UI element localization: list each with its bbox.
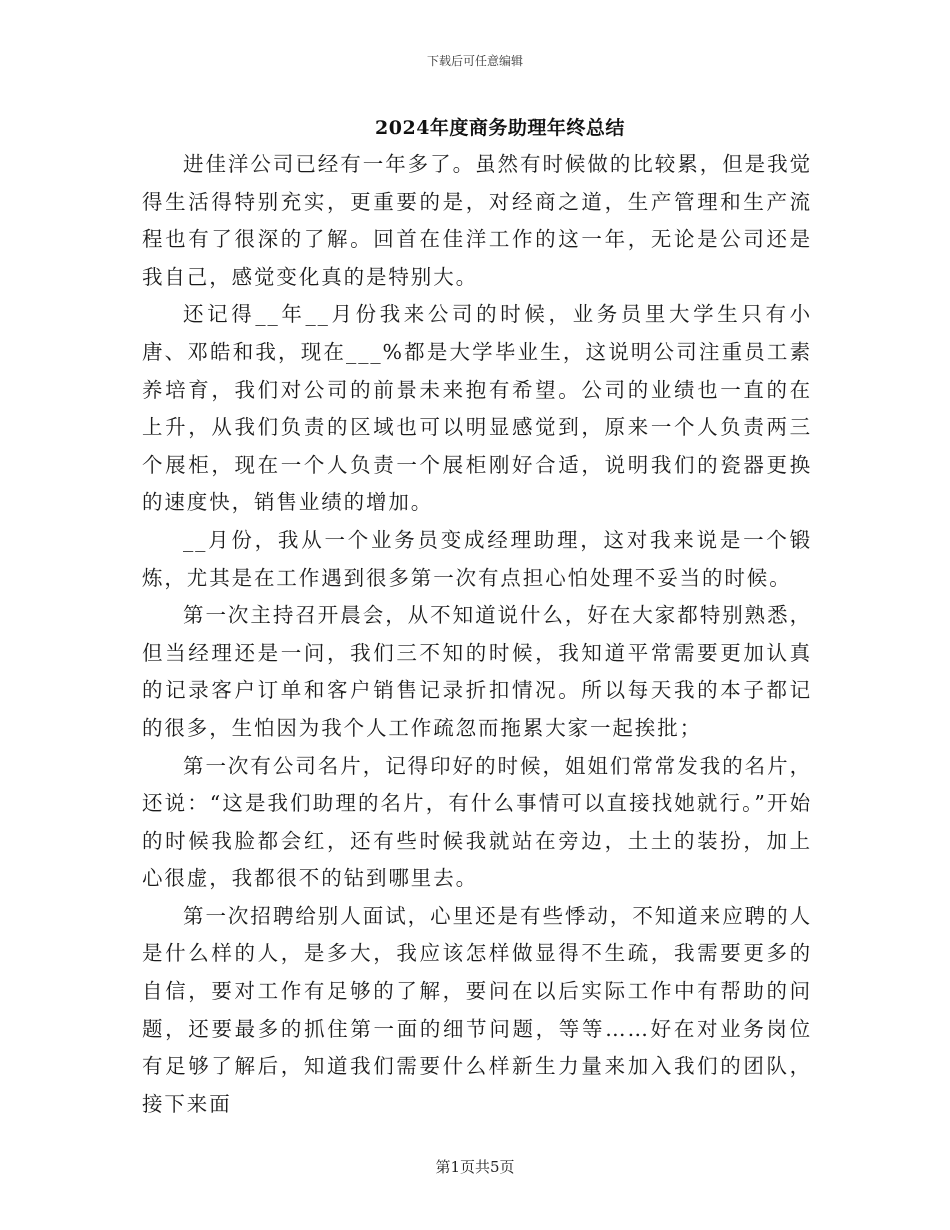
document-body (142, 146, 812, 1123)
paragraph: 第一次有公司名片，记得印好的时候，姐姐们常常发我的名片，还说：“这是我们助理的名片，有什么事情可以直接找她就行。”开始的时候我脸都会红，还有些时候我就站在旁边，土土的装扮，加上心很虚，我都很不的钻到哪里去。 (142, 753, 812, 891)
download-editable-note: 下载后可任意编辑 (426, 54, 523, 68)
paragraph: 还记得__年__月份我来公司的时候，业务员里大学生只有小唐、邓皓和我，现在___%都是大学毕业生，这说明公司注重员工素养培育，我们对公司的前景未来抱有希望。公司的业绩也一直的在上升，从我们负责的区域也可以明显感觉到，原来一个人负责两三个展柜，现在一个人负责一个展柜刚好合适，说明我们的瓷器更换的速度快，销售业绩的增加。 (142, 302, 812, 515)
page-number: 第1页共5页 (435, 1158, 515, 1176)
paragraph: 第一次招聘给别人面试，心里还是有些悸动，不知道来应聘的人是什么样的人，是多大，我应该怎样做显得不生疏，我需要更多的自信，要对工作有足够的了解，要问在以后实际工作中有帮助的问题，还要最多的抓住第一面的细节问题，等等……好在对业务岗位有足够了解后，知道我们需要什么样新生力量来加入我们的团队，接下来面 (142, 903, 812, 1116)
paragraph: 进佳洋公司已经有一年多了。虽然有时候做的比较累，但是我觉得生活得特别充实，更重要的是，对经商之道，生产管理和生产流程也有了很深的了解。回首在佳洋工作的这一年，无论是公司还是我自己，感觉变化真的是特别大。 (142, 152, 812, 289)
paragraph: __月份，我从一个业务员变成经理助理，这对我来说是一个锻炼，尤其是在工作遇到很多第一次有点担心怕处理不妥当的时候。 (142, 527, 812, 590)
paragraph: 第一次主持召开晨会，从不知道说什么，好在大家都特别熟悉，但当经理还是一问，我们三不知的时候，我知道平常需要更加认真的记录客户订单和客户销售记录折扣情况。所以每天我的本子都记的很多，生怕因为我个人工作疏忽而拖累大家一起挨批； (142, 603, 812, 740)
document-title: 2024年度商务助理年终总结 (375, 117, 625, 139)
